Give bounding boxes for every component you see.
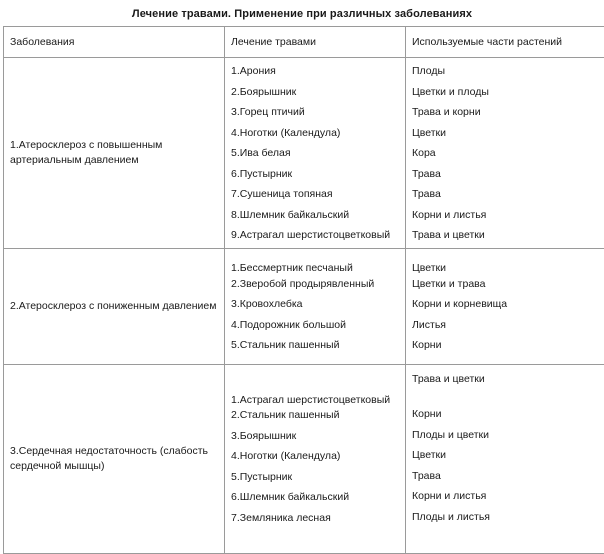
- disease-name: 1.Атеросклероз с повышенным артериальным давлением: [10, 138, 218, 168]
- plant-part-item: Листья: [412, 319, 604, 331]
- header-herbal-treatment: Лечение травами: [225, 27, 406, 58]
- plant-part-item: Корни: [412, 339, 604, 351]
- plant-part-item: Цветки и плоды: [412, 86, 604, 98]
- herb-item: 3.Кровохлебка: [231, 298, 399, 310]
- header-plant-parts: Используемые части растений: [406, 27, 604, 58]
- herb-item: 3.Горец птичий: [231, 106, 399, 118]
- herb-item: 5.Ива белая: [231, 147, 399, 159]
- plant-part-item: Цветки: [412, 449, 604, 461]
- disease-cell: [4, 249, 225, 365]
- herbs-cell: [225, 58, 406, 249]
- parts-cell: [406, 249, 604, 365]
- plant-part-item: Трава: [412, 168, 604, 180]
- plant-part-item: Корни и листья: [412, 209, 604, 221]
- plant-part-item: Корни и листья: [412, 490, 604, 502]
- plant-part-item: Трава и корни: [412, 106, 604, 118]
- herb-item: 6.Пустырник: [231, 168, 399, 180]
- disease-cell: [4, 58, 225, 249]
- herb-item: 1.Бессмертник песчаный: [231, 262, 399, 274]
- disease-name: 3.Сердечная недостаточность (слабость сердечной мышцы): [10, 444, 218, 474]
- herb-item: 7.Сушеница топяная: [231, 188, 399, 200]
- header-diseases: Заболевания: [4, 27, 225, 58]
- plant-part-item: Цветки: [412, 262, 604, 274]
- herb-item: 5.Стальник пашенный: [231, 339, 399, 351]
- herb-item: 9.Астрагал шерстистоцветковый: [231, 229, 399, 241]
- herb-item: 7.Земляника лесная: [231, 512, 399, 524]
- herb-item: 2.Боярышник: [231, 86, 399, 98]
- herbs-cell: [225, 365, 406, 554]
- plant-part-item: Плоды и листья: [412, 511, 604, 523]
- herb-item: 3.Боярышник: [231, 430, 399, 442]
- plant-part-item: Цветки: [412, 127, 604, 139]
- herb-item: 4.Ноготки (Календула): [231, 450, 399, 462]
- herb-item: 4.Ноготки (Календула): [231, 127, 399, 139]
- herb-item: 2.Стальник пашенный: [231, 409, 399, 421]
- plant-part-item: Кора: [412, 147, 604, 159]
- herb-item: 2.Зверобой продырявленный: [231, 278, 399, 290]
- herb-item: 6.Шлемник байкальский: [231, 491, 399, 503]
- plant-part-item: Трава и цветки: [412, 229, 604, 241]
- herb-item: 4.Подорожник большой: [231, 319, 399, 331]
- plant-part-item: Корни и корневища: [412, 298, 604, 310]
- herbs-cell: [225, 249, 406, 365]
- plant-part-item: Плоды и цветки: [412, 429, 604, 441]
- herb-item: 1.Арония: [231, 65, 399, 77]
- plant-part-item: Цветки и трава: [412, 278, 604, 290]
- disease-cell: [4, 365, 225, 554]
- table-row: [4, 58, 604, 249]
- parts-cell: [406, 58, 604, 249]
- table-header-row: [4, 27, 604, 58]
- parts-cell: [406, 365, 604, 554]
- plant-part-item: Трава: [412, 188, 604, 200]
- plant-part-item: Трава: [412, 470, 604, 482]
- herb-item: 8.Шлемник байкальский: [231, 209, 399, 221]
- plant-part-item: Трава и цветки: [412, 373, 604, 385]
- herb-item: 1.Астрагал шерстистоцветковый: [231, 394, 399, 406]
- plant-part-item: Плоды: [412, 65, 604, 77]
- herbal-treatment-table: [3, 26, 604, 554]
- table-row: [4, 365, 604, 554]
- document-title: Лечение травами. Применение при различных заболеваниях: [0, 8, 604, 20]
- disease-name: 2.Атеросклероз с пониженным давлением: [10, 299, 218, 314]
- table-row: [4, 249, 604, 365]
- plant-part-item: Корни: [412, 408, 604, 420]
- herb-item: 5.Пустырник: [231, 471, 399, 483]
